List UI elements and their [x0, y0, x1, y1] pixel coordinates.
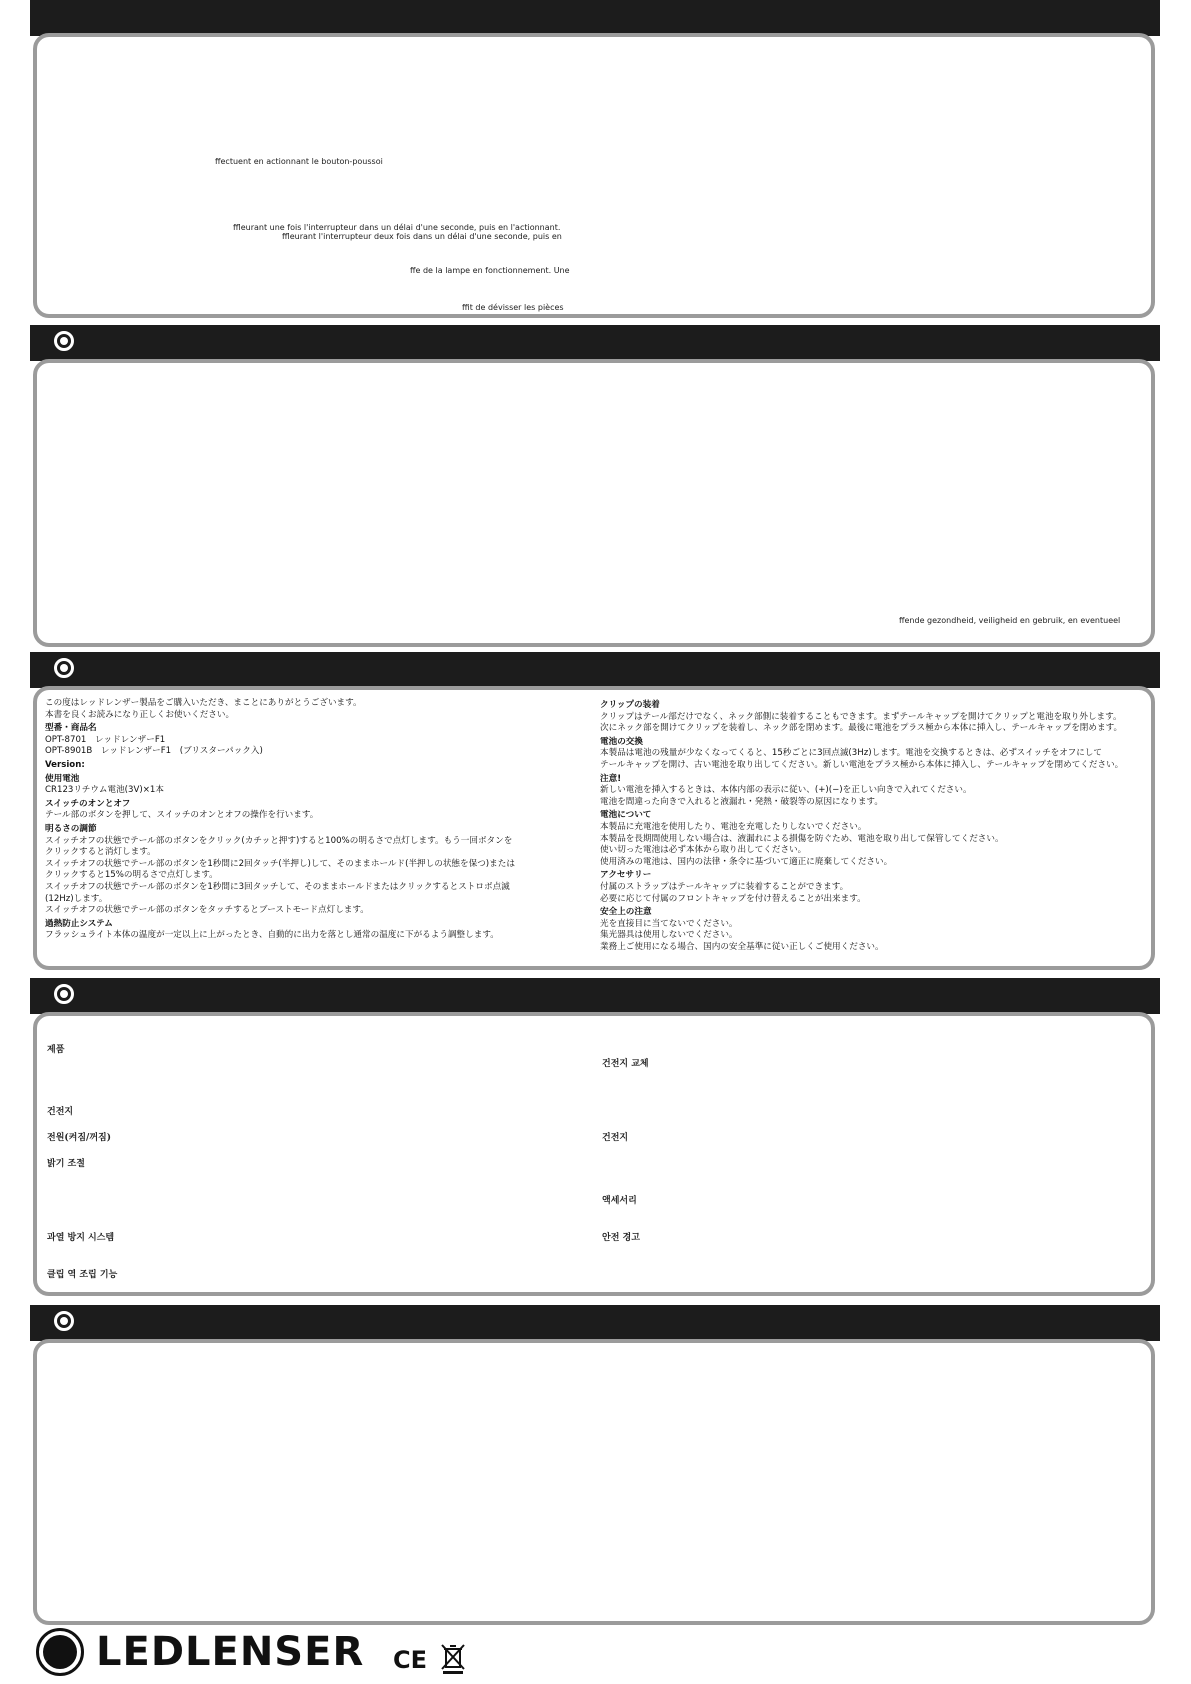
- ledlenser-logo: [36, 1626, 364, 1678]
- section-panel-japanese: [33, 686, 1155, 970]
- japanese-heading: 注意!: [600, 773, 622, 784]
- japanese-heading: スイッチのオンとオフ: [45, 798, 131, 809]
- korean-heading: 액세서리: [602, 1196, 637, 1206]
- japanese-line: 使用済みの電池は、国内の法律・条令に基づいて適正に廃棄してください。: [600, 856, 893, 867]
- japanese-line: スイッチオフの状態でテール部のボタンを1秒間に3回タッチして、そのままホールドまたはクリックするとストロボ点滅: [45, 881, 510, 892]
- fragment-text: ffectuent en actionnant le bouton-poussoi: [215, 157, 383, 166]
- japanese-line: 光を直接目に当てないでください。: [600, 918, 738, 929]
- japanese-line: フラッシュライト本体の温度が一定以上に上がったとき、自動的に出力を落とし通常の温度に下がるよう調整します。: [45, 930, 499, 941]
- korean-heading: 안전 경고: [602, 1233, 640, 1243]
- korean-heading: 건전지: [47, 1107, 74, 1117]
- japanese-line: クリップはテール部だけでなく、ネック部側に装着することもできます。まずテールキャップを開けてクリップと電池を取り外します。: [600, 711, 1122, 722]
- korean-heading: 클립 역 조립 기능: [47, 1270, 118, 1280]
- japanese-heading: Version:: [45, 759, 85, 770]
- circle-icon: [54, 331, 74, 351]
- japanese-heading: クリップの装着: [600, 700, 660, 710]
- japanese-line: クリックすると15%の明るさで点灯します。: [45, 870, 218, 881]
- fragment-text: ffleurant une fois l'interrupteur dans un délai d'une seconde, puis en l'actionnant.: [233, 223, 561, 232]
- japanese-line: スイッチオフの状態でテール部のボタンをクリック(カチッと押す)すると100%の明るさで点灯します。もう一回ボタンを: [45, 835, 513, 846]
- korean-heading: 과열 방지 시스템: [47, 1233, 115, 1243]
- fragment-text: ffleurant l'interrupteur deux fois dans un délai d'une seconde, puis en: [282, 232, 562, 241]
- japanese-heading: 過熱防止システム: [45, 918, 113, 929]
- fragment-text: ffe de la lampe en fonctionnement. Une: [410, 266, 570, 275]
- japanese-line: OPT-8701 レッドレンザーF1: [45, 734, 166, 745]
- section-panel-5: [33, 1339, 1155, 1625]
- japanese-line: 電池を間違った向きで入れると液漏れ・発熱・破裂等の原因になります。: [600, 796, 883, 807]
- japanese-heading: 型番・商品名: [45, 723, 97, 734]
- japanese-line: 付属のストラップはテールキャップに装着することができます。: [600, 881, 849, 892]
- fragment-text: ffit de dévisser les pièces: [462, 303, 564, 312]
- section-bar-1: [30, 0, 1160, 36]
- japanese-line: 集光器具は使用しないでください。: [600, 930, 738, 941]
- circle-icon: [54, 984, 74, 1004]
- japanese-line: OPT-8901B レッドレンザーF1 (ブリスターパック入): [45, 746, 263, 757]
- japanese-heading: 使用電池: [45, 773, 80, 784]
- japanese-line: テールキャップを開け、古い電池を取り出してください。新しい電池をプラス極から本体に挿入し、テールキャップを閉めてください。: [600, 759, 1124, 770]
- section-bar-2: [30, 325, 1160, 361]
- japanese-line: 本製品を長期間使用しない場合は、液漏れによる損傷を防ぐため、電池を取り出して保管してください。: [600, 833, 1004, 844]
- section-panel-2: [33, 359, 1155, 647]
- japanese-line: スイッチオフの状態でテール部のボタンをタッチするとブーストモード点灯します。: [45, 905, 369, 916]
- japanese-line: テール部のボタンを押して、スイッチのオンとオフの操作を行います。: [45, 810, 319, 821]
- weee-bin-icon: [440, 1643, 466, 1675]
- japanese-heading: 電池について: [600, 810, 652, 821]
- japanese-line: 次にネック部を開けてクリップを装着し、ネック部を閉めます。最後に電池をプラス極から本体に挿入し、テールキャップを閉めます。: [600, 723, 1123, 734]
- circle-icon: [54, 658, 74, 678]
- japanese-line: クリックすると消灯します。: [45, 847, 156, 858]
- ce-mark: CE: [393, 1646, 428, 1674]
- korean-heading: 건전지 교체: [602, 1059, 649, 1069]
- ledlenser-logo-icon: [36, 1628, 84, 1676]
- section-bar-5: [30, 1305, 1160, 1341]
- japanese-line: 新しい電池を挿入するときは、本体内部の表示に従い、(+)(−)を正しい向きで入れてください。: [600, 785, 972, 796]
- japanese-line: (12Hz)します。: [45, 893, 108, 904]
- japanese-heading: 安全上の注意: [600, 907, 652, 918]
- japanese-line: 本製品は電池の残量が少なくなってくると、15秒ごとに3回点滅(3Hz)します。電池を交換するときは、必ずスイッチをオフにして: [600, 748, 1102, 759]
- japanese-line: 本書を良くお読みになり正しくお使いください。: [45, 709, 235, 720]
- fragment-text: ffende gezondheid, veiligheid en gebruik, en eventueel: [899, 616, 1121, 625]
- section-bar-3: [30, 652, 1160, 688]
- korean-heading: 밝기 조절: [47, 1159, 85, 1169]
- section-panel-1: [33, 33, 1155, 318]
- section-bar-4: [30, 978, 1160, 1014]
- japanese-line: 必要に応じて付属のフロントキャップを付け替えることが出来ます。: [600, 893, 866, 904]
- korean-heading: 제품: [47, 1045, 65, 1055]
- japanese-heading: 明るさの調節: [45, 823, 97, 834]
- japanese-line: 本製品に充電池を使用したり、電池を充電したりしないでください。: [600, 821, 867, 832]
- korean-heading: 전원(켜짐/꺼짐): [47, 1133, 111, 1143]
- japanese-heading: 電池の交換: [600, 736, 643, 747]
- circle-icon: [54, 1311, 74, 1331]
- japanese-heading: アクセサリー: [600, 870, 652, 881]
- section-panel-korean: [33, 1012, 1155, 1296]
- japanese-line: スイッチオフの状態でテール部のボタンを1秒間に2回タッチ(半押し)して、そのままホールド(半押しの状態を保つ)または: [45, 858, 515, 869]
- japanese-line: 使い切った電池は必ず本体から取り出してください。: [600, 845, 807, 856]
- japanese-line: 業務上ご使用になる場合、国内の安全基準に従い正しくご使用ください。: [600, 941, 884, 952]
- brand-name: LEDLENSER: [96, 1629, 365, 1675]
- japanese-line: この度はレッドレンザー製品をご購入いただき、まことにありがとうございます。: [45, 698, 362, 708]
- japanese-right-column: [600, 698, 1123, 953]
- korean-heading: 건전지: [602, 1133, 629, 1143]
- japanese-left-column: [45, 698, 515, 942]
- japanese-line: CR123リチウム電池(3V)×1本: [45, 785, 164, 796]
